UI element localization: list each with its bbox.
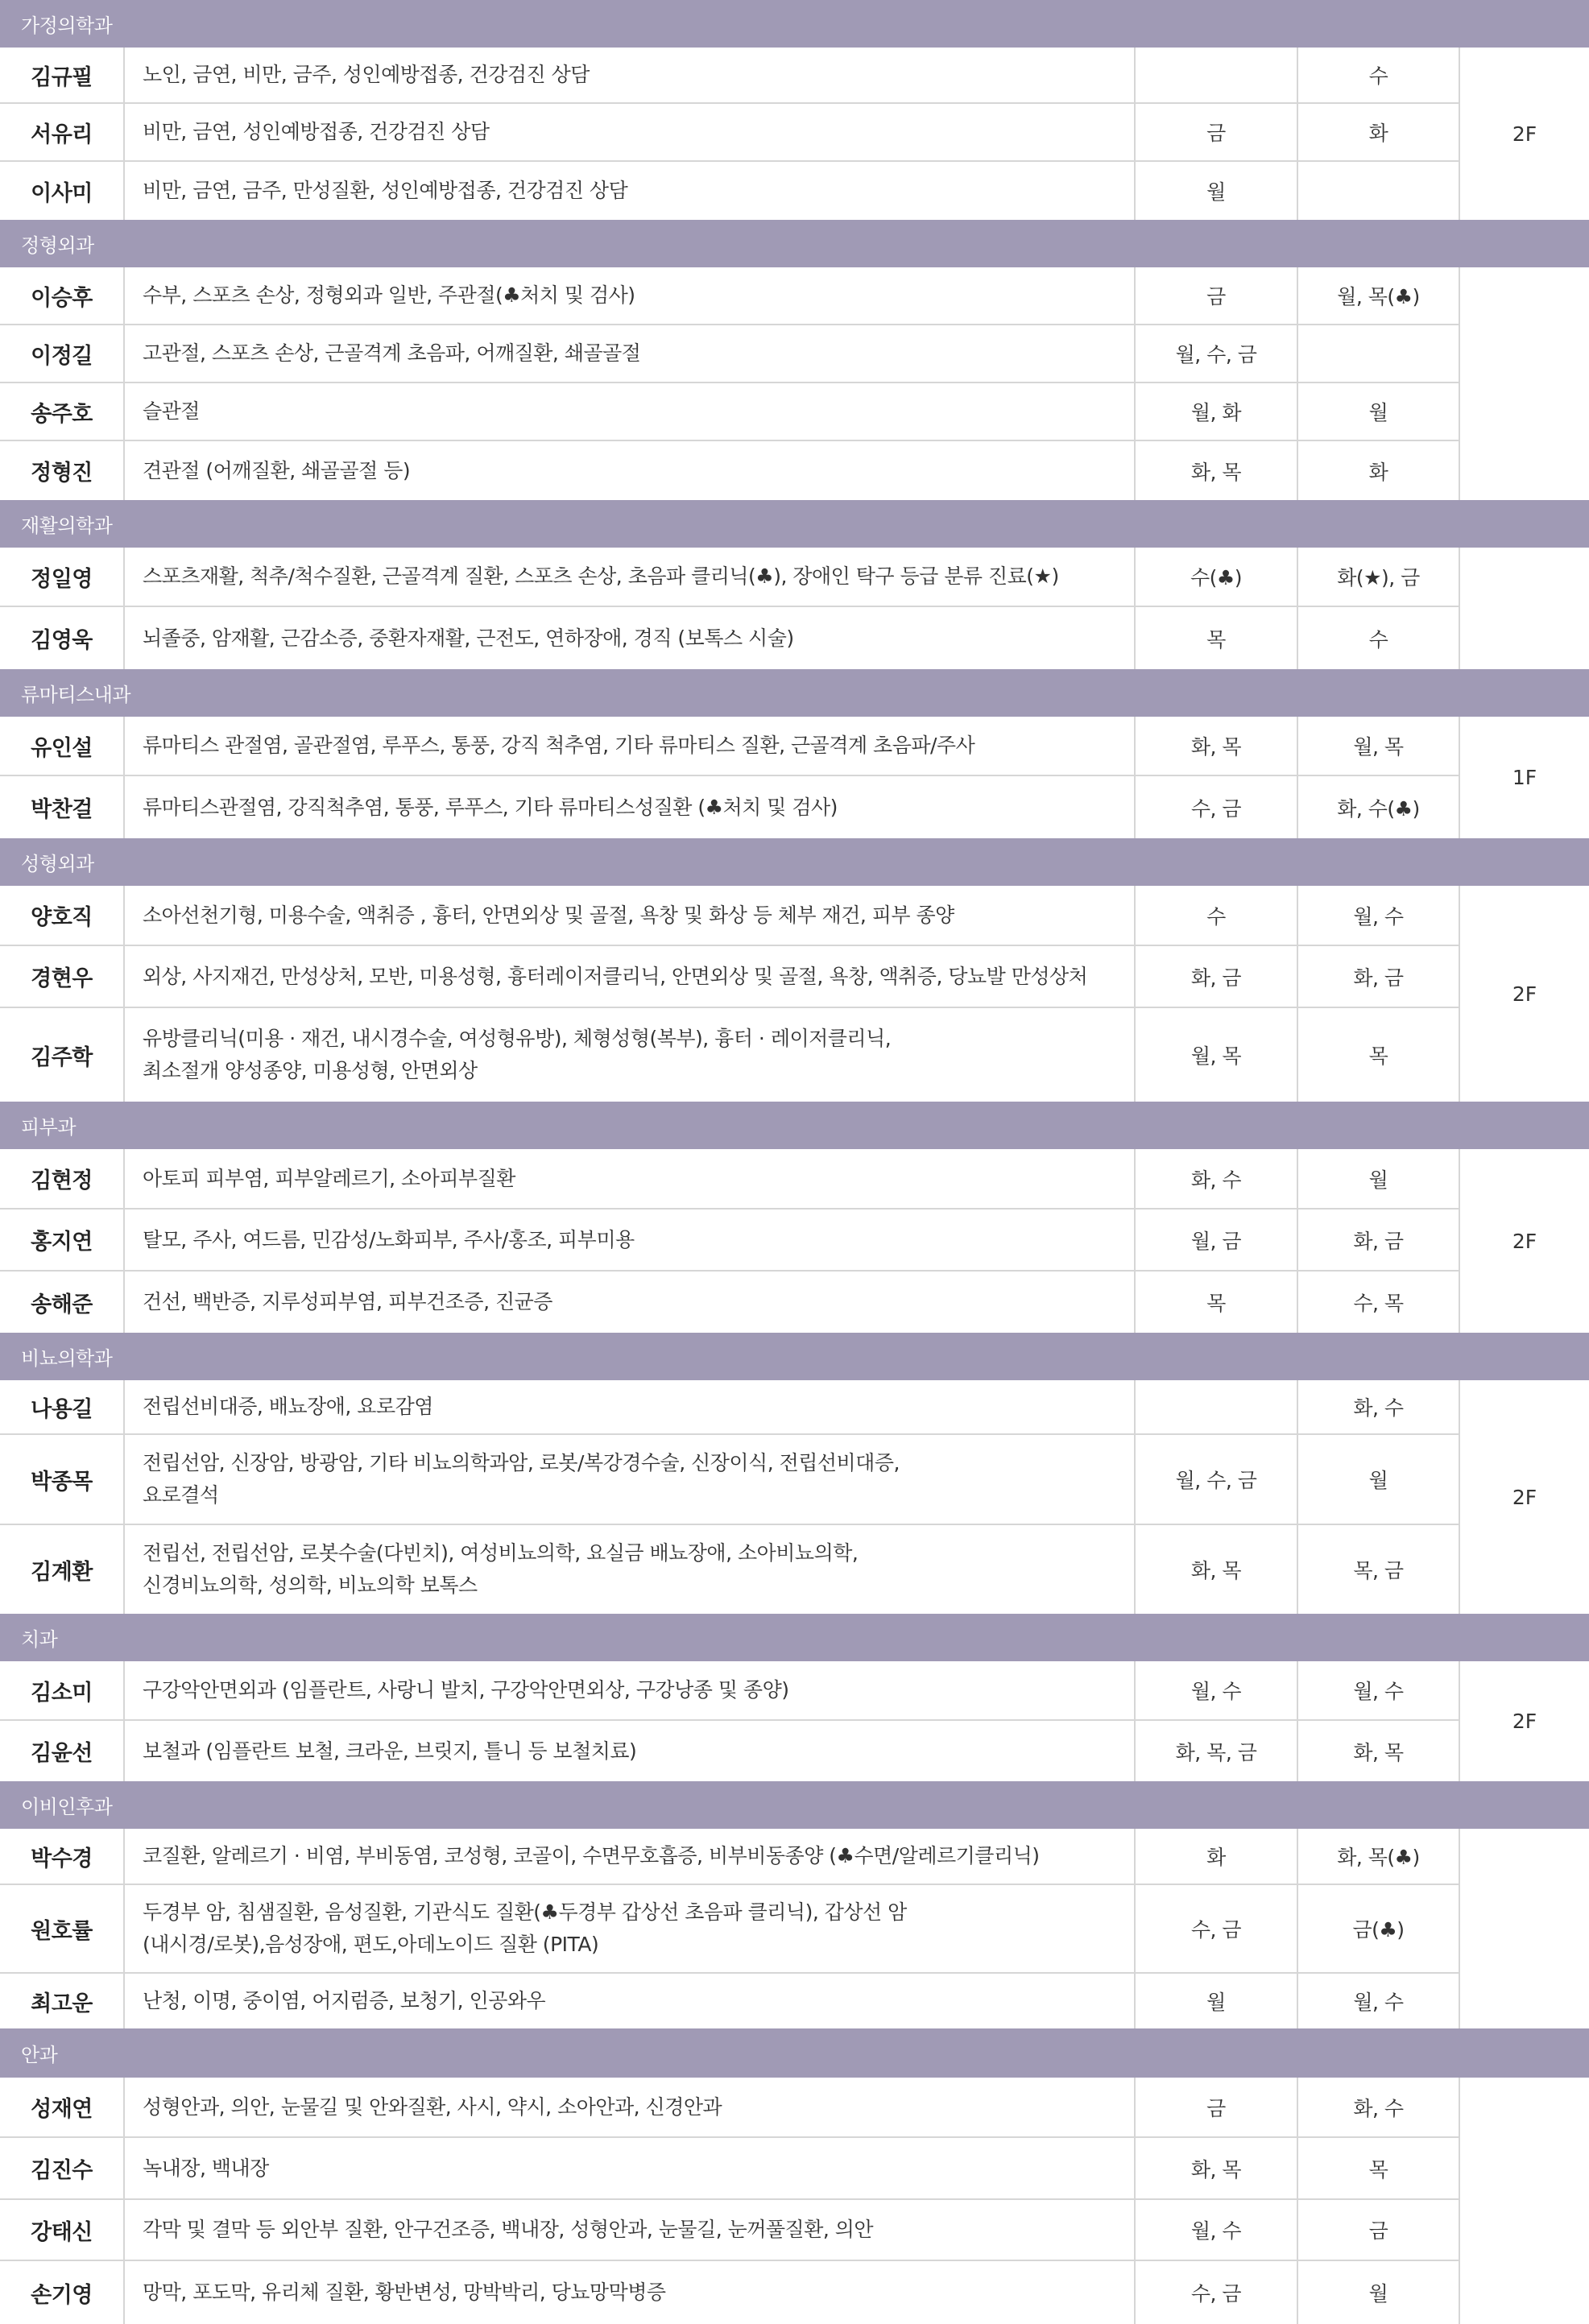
specialty-text: 구강악안면외과 (임플란트, 사랑니 발치, 구강악안면외상, 구강낭종 및 종양)	[143, 1678, 789, 1702]
doctor-rows	[0, 1149, 1460, 1333]
schedule-cell-b: 월, 수	[1298, 1661, 1460, 1719]
schedule-cell-a: 수, 금	[1136, 776, 1298, 838]
department-body	[0, 1661, 1589, 1781]
doctor-row	[0, 1210, 1460, 1272]
floor-cell: 2F	[1512, 1710, 1537, 1733]
schedule-cell-b: 목	[1298, 1008, 1460, 1102]
department-section	[0, 1333, 1589, 1614]
schedule-cell-b: 월, 수	[1298, 1974, 1460, 2028]
schedule-cell-a	[1136, 1380, 1298, 1433]
doctor-row	[0, 1721, 1460, 1781]
specialty-text: 노인, 금연, 비만, 금주, 성인예방접종, 건강검진 상담	[143, 63, 590, 86]
department-header: 재활의학과	[0, 500, 1589, 548]
specialty-text: 슬관절	[143, 399, 200, 423]
schedule-cell-a: 화, 목	[1136, 441, 1298, 500]
schedule-cell-b: 화	[1298, 441, 1460, 500]
specialty-cell	[125, 1435, 1136, 1524]
specialty-text: 요로결석	[143, 1483, 219, 1507]
department-header: 가정의학과	[0, 0, 1589, 48]
doctor-row	[0, 48, 1460, 104]
floor-cell	[1460, 267, 1589, 500]
department-section	[0, 838, 1589, 1102]
specialty-cell	[125, 325, 1136, 382]
doctor-name: 김주학	[0, 1008, 125, 1102]
schedule-cell-b: 월	[1298, 1149, 1460, 1208]
doctor-name: 강태신	[0, 2200, 125, 2260]
schedule-cell-a: 수, 금	[1136, 1885, 1298, 1972]
schedule-cell-a: 화, 목, 금	[1136, 1721, 1298, 1781]
specialty-text: 성형안과, 의안, 눈물길 및 안와질환, 사시, 약시, 소아안과, 신경안과	[143, 2094, 722, 2119]
floor-cell	[1460, 548, 1589, 669]
department-header: 정형외과	[0, 220, 1589, 267]
specialty-cell	[125, 1974, 1136, 2028]
doctor-row	[0, 2078, 1460, 2138]
doctor-row	[0, 548, 1460, 607]
schedule-cell-b: 월, 수	[1298, 886, 1460, 945]
doctor-name: 경현우	[0, 946, 125, 1007]
doctor-row	[0, 1885, 1460, 1974]
doctor-rows	[0, 717, 1460, 838]
doctor-rows	[0, 1829, 1460, 2028]
doctor-row	[0, 2138, 1460, 2200]
doctor-name: 박수경	[0, 1829, 125, 1884]
doctor-row	[0, 104, 1460, 162]
doctor-row	[0, 441, 1460, 500]
doctor-row	[0, 1525, 1460, 1614]
schedule-cell-b: 화, 목(♣)	[1298, 1829, 1460, 1884]
doctor-rows	[0, 48, 1460, 220]
specialty-cell	[125, 162, 1136, 220]
doctor-name: 홍지연	[0, 1210, 125, 1270]
schedule-cell-b: 목	[1298, 2138, 1460, 2198]
specialty-text: 아토피 피부염, 피부알레르기, 소아피부질환	[143, 1166, 515, 1190]
department-body	[0, 886, 1589, 1102]
specialty-text: 뇌졸중, 암재활, 근감소증, 중환자재활, 근전도, 연하장애, 경직 (보톡스 시술)	[143, 626, 794, 650]
doctor-row	[0, 886, 1460, 946]
schedule-cell-b: 목, 금	[1298, 1525, 1460, 1614]
doctor-rows	[0, 2078, 1460, 2324]
specialty-text: 최소절개 양성종양, 미용성형, 안면외상	[143, 1059, 478, 1082]
doctor-rows	[0, 548, 1460, 669]
specialty-cell	[125, 607, 1136, 669]
specialty-text: 난청, 이명, 중이염, 어지럼증, 보청기, 인공와우	[143, 1989, 546, 2012]
doctor-row	[0, 2200, 1460, 2261]
schedule-cell-b: 수	[1298, 607, 1460, 669]
schedule-cell-a: 금	[1136, 104, 1298, 160]
schedule-cell-b: 수, 목	[1298, 1272, 1460, 1333]
floor-cell: 1F	[1512, 766, 1537, 789]
schedule-cell-b: 화, 금	[1298, 1210, 1460, 1270]
doctor-name: 서유리	[0, 104, 125, 160]
schedule-cell-b: 월	[1298, 2261, 1460, 2324]
specialty-cell	[125, 1885, 1136, 1972]
specialty-cell	[125, 1210, 1136, 1270]
department-section	[0, 1614, 1589, 1781]
specialty-cell	[125, 2261, 1136, 2324]
doctor-name: 김영욱	[0, 607, 125, 669]
doctor-row	[0, 1149, 1460, 1210]
doctor-name: 김진수	[0, 2138, 125, 2198]
specialty-text: 비만, 금연, 성인예방접종, 건강검진 상담	[143, 120, 490, 143]
department-body	[0, 2078, 1589, 2324]
doctor-name: 최고운	[0, 1974, 125, 2028]
specialty-text: (내시경/로봇),음성장애, 편도,아데노이드 질환 (PITA)	[143, 1933, 599, 1956]
schedule-cell-b: 금(♣)	[1298, 1885, 1460, 1972]
department-body	[0, 548, 1589, 669]
department-header: 비뇨의학과	[0, 1333, 1589, 1380]
schedule-cell-b	[1298, 162, 1460, 220]
department-section	[0, 500, 1589, 669]
specialty-cell	[125, 2138, 1136, 2198]
doctor-name: 김규필	[0, 48, 125, 102]
specialty-cell	[125, 1829, 1136, 1884]
specialty-cell	[125, 1149, 1136, 1208]
doctor-row	[0, 1380, 1460, 1435]
schedule-cell-a: 월, 목	[1136, 1008, 1298, 1102]
specialty-text: 각막 및 결막 등 외안부 질환, 안구건조증, 백내장, 성형안과, 눈물길, 눈꺼풀질환, 의안	[143, 2218, 874, 2241]
specialty-text: 외상, 사지재건, 만성상처, 모반, 미용성형, 흉터레이저클리닉, 안면외상 및 골절, 욕창, 액취증, 당뇨발 만성상처	[143, 964, 1088, 988]
doctor-row	[0, 946, 1460, 1008]
specialty-text: 수부, 스포츠 손상, 정형외과 일반, 주관절(♣처치 및 검사)	[143, 283, 635, 307]
schedule-cell-b: 화, 금	[1298, 946, 1460, 1007]
schedule-cell-a: 월	[1136, 162, 1298, 220]
doctor-row	[0, 1272, 1460, 1333]
specialty-cell	[125, 717, 1136, 775]
schedule-cell-a: 월, 수	[1136, 2200, 1298, 2260]
department-body	[0, 1829, 1589, 2028]
specialty-text: 탈모, 주사, 여드름, 민감성/노화피부, 주사/홍조, 피부미용	[143, 1227, 635, 1251]
doctor-rows	[0, 1661, 1460, 1781]
doctor-name: 이사미	[0, 162, 125, 220]
department-section	[0, 669, 1589, 838]
department-header: 치과	[0, 1614, 1589, 1661]
department-body	[0, 48, 1589, 220]
schedule-cell-a: 화, 목	[1136, 2138, 1298, 2198]
schedule-cell-a: 수(♣)	[1136, 548, 1298, 606]
doctor-name: 유인설	[0, 717, 125, 775]
doctor-name: 김소미	[0, 1661, 125, 1719]
doctor-name: 김현정	[0, 1149, 125, 1208]
department-section	[0, 1102, 1589, 1333]
schedule-cell-b: 금	[1298, 2200, 1460, 2260]
specialty-cell	[125, 2078, 1136, 2136]
schedule-cell-a	[1136, 48, 1298, 102]
specialty-text: 녹내장, 백내장	[143, 2156, 269, 2180]
schedule-cell-b: 수	[1298, 48, 1460, 102]
department-header: 피부과	[0, 1102, 1589, 1149]
schedule-cell-a: 화, 목	[1136, 717, 1298, 775]
schedule-cell-a: 월	[1136, 1974, 1298, 2028]
doctor-name: 송주호	[0, 383, 125, 440]
doctor-name: 성재연	[0, 2078, 125, 2136]
specialty-text: 류마티스 관절염, 골관절염, 루푸스, 통풍, 강직 척추염, 기타 류마티스 질환, 근골격계 초음파/주사	[143, 734, 975, 757]
schedule-cell-a: 금	[1136, 2078, 1298, 2136]
schedule-cell-a: 화, 수	[1136, 1149, 1298, 1208]
specialty-cell	[125, 1661, 1136, 1719]
specialty-text: 보철과 (임플란트 보철, 크라운, 브릿지, 틀니 등 보철치료)	[143, 1739, 637, 1763]
specialty-cell	[125, 548, 1136, 606]
doctor-row	[0, 1435, 1460, 1525]
doctor-name: 송해준	[0, 1272, 125, 1333]
specialty-text: 고관절, 스포츠 손상, 근골격계 초음파, 어깨질환, 쇄골골절	[143, 341, 641, 365]
doctor-row	[0, 717, 1460, 776]
schedule-cell-a: 수, 금	[1136, 2261, 1298, 2324]
specialty-text: 견관절 (어깨질환, 쇄골골절 등)	[143, 458, 411, 482]
doctor-row	[0, 267, 1460, 325]
specialty-cell	[125, 1008, 1136, 1102]
floor-cell	[1460, 1829, 1589, 2028]
doctor-rows	[0, 267, 1460, 500]
schedule-cell-b: 화, 목	[1298, 1721, 1460, 1781]
department-header: 이비인후과	[0, 1781, 1589, 1829]
schedule-cell-a: 월, 화	[1136, 383, 1298, 440]
specialty-cell	[125, 48, 1136, 102]
doctor-row	[0, 383, 1460, 441]
doctor-name: 나용길	[0, 1380, 125, 1433]
floor-cell: 2F	[1512, 122, 1537, 146]
floor-cell: 2F	[1512, 982, 1537, 1006]
schedule-cell-b: 화, 수	[1298, 1380, 1460, 1433]
department-header: 성형외과	[0, 838, 1589, 886]
doctor-name: 정형진	[0, 441, 125, 500]
schedule-cell-a: 월, 수, 금	[1136, 1435, 1298, 1524]
schedule-cell-a: 화	[1136, 1829, 1298, 1884]
specialty-cell	[125, 441, 1136, 500]
schedule-cell-b: 월	[1298, 383, 1460, 440]
schedule-cell-a: 수	[1136, 886, 1298, 945]
doctor-name: 정일영	[0, 548, 125, 606]
doctor-row	[0, 325, 1460, 383]
doctor-row	[0, 607, 1460, 669]
schedule-cell-a: 금	[1136, 267, 1298, 324]
specialty-text: 두경부 암, 침샘질환, 음성질환, 기관식도 질환(♣두경부 갑상선 초음파 클리닉), 갑상선 암	[143, 1900, 907, 1924]
department-header: 안과	[0, 2028, 1589, 2078]
department-header: 류마티스내과	[0, 669, 1589, 717]
schedule-cell-a: 월, 금	[1136, 1210, 1298, 1270]
schedule-cell-b: 월	[1298, 1435, 1460, 1524]
schedule-cell-a: 목	[1136, 607, 1298, 669]
doctor-row	[0, 1974, 1460, 2028]
specialty-cell	[125, 1380, 1136, 1433]
specialty-text: 코질환, 알레르기 · 비염, 부비동염, 코성형, 코골이, 수면무호흡증, 비부비동종양 (♣수면/알레르기클리닉)	[143, 1844, 1040, 1867]
doctor-rows	[0, 886, 1460, 1102]
floor-cell: 2F	[1512, 1229, 1537, 1253]
doctor-row	[0, 1661, 1460, 1721]
department-section	[0, 2028, 1589, 2324]
specialty-text: 스포츠재활, 척추/척수질환, 근골격계 질환, 스포츠 손상, 초음파 클리닉(♣), 장애인 탁구 등급 분류 진료(★)	[143, 564, 1059, 588]
department-section	[0, 1781, 1589, 2028]
department-body	[0, 267, 1589, 500]
schedule-cell-b: 화, 수(♣)	[1298, 776, 1460, 838]
specialty-text: 전립선비대증, 배뇨장애, 요로감염	[143, 1395, 433, 1418]
specialty-text: 건선, 백반증, 지루성피부염, 피부건조증, 진균증	[143, 1290, 552, 1313]
specialty-text: 소아선천기형, 미용수술, 액취증 , 흉터, 안면외상 및 골절, 욕창 및 화상 등 체부 재건, 피부 종양	[143, 903, 954, 927]
specialty-text: 유방클리닉(미용 · 재건, 내시경수술, 여성형유방), 체형성형(복부), 흉터 · 레이저클리닉,	[143, 1027, 892, 1050]
specialty-cell	[125, 2200, 1136, 2260]
specialty-text: 전립선, 전립선암, 로봇수술(다빈치), 여성비뇨의학, 요실금 배뇨장애, 소아비뇨의학,	[143, 1541, 859, 1565]
doctor-name: 손기영	[0, 2261, 125, 2324]
doctor-name: 박찬걸	[0, 776, 125, 838]
doctor-name: 이정길	[0, 325, 125, 382]
doctor-name: 이승후	[0, 267, 125, 324]
specialty-cell	[125, 946, 1136, 1007]
department-section	[0, 220, 1589, 500]
specialty-text: 전립선암, 신장암, 방광암, 기타 비뇨의학과암, 로봇/복강경수술, 신장이식, 전립선비대증,	[143, 1451, 900, 1474]
specialty-cell	[125, 104, 1136, 160]
schedule-cell-b	[1298, 325, 1460, 382]
floor-cell: 2F	[1512, 1485, 1537, 1509]
doctor-row	[0, 2261, 1460, 2324]
specialty-cell	[125, 383, 1136, 440]
doctor-name: 김윤선	[0, 1721, 125, 1781]
doctor-row	[0, 1008, 1460, 1102]
doctor-name: 원호률	[0, 1885, 125, 1972]
doctor-name: 양호직	[0, 886, 125, 945]
specialty-cell	[125, 886, 1136, 945]
doctor-rows	[0, 1380, 1460, 1614]
department-body	[0, 1380, 1589, 1614]
schedule-cell-a: 목	[1136, 1272, 1298, 1333]
department-body	[0, 1149, 1589, 1333]
schedule-cell-b: 화	[1298, 104, 1460, 160]
schedule-cell-a: 월, 수	[1136, 1661, 1298, 1719]
specialty-cell	[125, 1721, 1136, 1781]
schedule-cell-b: 월, 목	[1298, 717, 1460, 775]
schedule-cell-a: 화, 금	[1136, 946, 1298, 1007]
doctor-row	[0, 776, 1460, 838]
specialty-cell	[125, 776, 1136, 838]
department-body	[0, 717, 1589, 838]
specialty-text: 류마티스관절염, 강직척추염, 통풍, 루푸스, 기타 류마티스성질환 (♣처치 및 검사)	[143, 795, 838, 819]
schedule-cell-a: 월, 수, 금	[1136, 325, 1298, 382]
schedule-cell-b: 월, 목(♣)	[1298, 267, 1460, 324]
specialty-cell	[125, 267, 1136, 324]
floor-cell	[1460, 2078, 1589, 2324]
specialty-text: 비만, 금연, 금주, 만성질환, 성인예방접종, 건강검진 상담	[143, 179, 628, 202]
schedule-cell-a: 화, 목	[1136, 1525, 1298, 1614]
schedule-cell-b: 화(★), 금	[1298, 548, 1460, 606]
specialty-text: 망막, 포도막, 유리체 질환, 황반변성, 망박박리, 당뇨망막병증	[143, 2281, 666, 2304]
specialty-text: 신경비뇨의학, 성의학, 비뇨의학 보톡스	[143, 1573, 478, 1597]
doctor-name: 김계환	[0, 1525, 125, 1614]
department-section	[0, 0, 1589, 220]
doctor-name: 박종목	[0, 1435, 125, 1524]
specialty-cell	[125, 1272, 1136, 1333]
doctor-row	[0, 1829, 1460, 1885]
specialty-cell	[125, 1525, 1136, 1614]
doctor-row	[0, 162, 1460, 220]
schedule-cell-b: 화, 수	[1298, 2078, 1460, 2136]
